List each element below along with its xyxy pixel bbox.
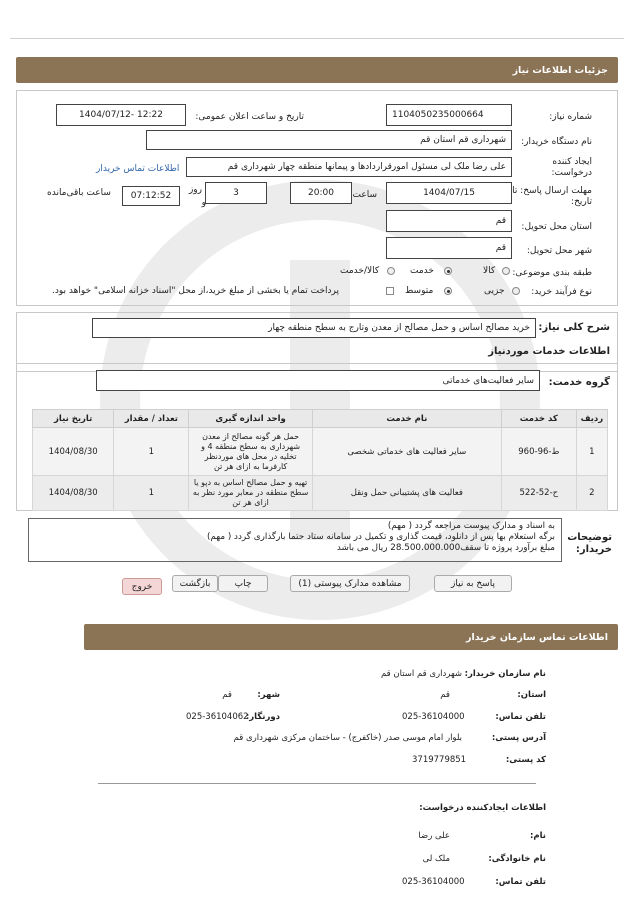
page-title: جزئیات اطلاعات نیاز xyxy=(512,64,608,76)
contact-fax-label: دورنگار: xyxy=(245,712,280,722)
services-title: اطلاعات خدمات موردنیاز xyxy=(488,346,610,357)
top-divider xyxy=(10,38,624,39)
treasury-checkbox[interactable] xyxy=(386,287,394,295)
col-code: کد خدمت xyxy=(501,410,576,428)
announce-date-field: 1404/07/12- 12:22 xyxy=(56,104,186,126)
category-option-both: کالا/خدمت xyxy=(340,266,380,276)
category-option-goods: کالا xyxy=(483,266,496,276)
days-label: روز xyxy=(188,185,202,195)
contact-fax-value: 025-36104062 xyxy=(186,712,249,722)
contact-province-value: قم xyxy=(440,690,450,700)
contact-bar xyxy=(84,624,618,650)
buyer-contact-link[interactable]: اطلاعات تماس خریدار xyxy=(96,164,180,174)
creator-label-1: ایجاد کننده xyxy=(552,157,592,167)
services-table xyxy=(32,409,608,511)
row-unit: حمل هر گونه مصالح از معدن شهرداری به سطح منطقه 4 و تخلیه در محل های موردنظر کارفرما به ازای هر تن xyxy=(189,428,313,476)
contact-postal-value: 3719779851 xyxy=(412,755,467,765)
notes-label-2: خریدار: xyxy=(575,544,612,555)
org-value: شهرداری قم استان قم xyxy=(380,669,462,679)
announce-date-label: تاریخ و ساعت اعلان عمومی: xyxy=(195,112,304,122)
creator-family-value: ملک لی xyxy=(422,854,450,864)
summary-label: شرح کلی نیاز: xyxy=(538,322,610,333)
table-header-row xyxy=(33,410,608,428)
buyer-org-label: نام دستگاه خریدار: xyxy=(521,137,592,147)
process-radio-medium[interactable] xyxy=(444,287,452,295)
print-button[interactable]: چاپ xyxy=(218,575,268,592)
buyer-org-field: شهرداری قم استان قم xyxy=(146,130,512,150)
header-bar xyxy=(16,57,618,83)
contact-province-label: استان: xyxy=(517,690,546,700)
reply-button[interactable]: پاسخ به نیاز xyxy=(434,575,512,592)
creator-name-label: نام: xyxy=(529,831,546,841)
row-code: ط-96-960 xyxy=(501,428,576,476)
creator-label-2: درخواست: xyxy=(551,168,592,178)
creator-phone-label: تلفن تماس: xyxy=(495,877,546,887)
row-date: 1404/08/30 xyxy=(33,476,114,511)
summary-field: خرید مصالح اساس و حمل مصالح از معدن وتارج به سطح منطقه چهار xyxy=(92,318,536,338)
contact-address-value: بلوار امام موسی صدر (خاکفرج) - ساختمان مرکزی شهرداری قم xyxy=(233,733,462,743)
notes-line-2: برگه استعلام بها پس از دانلود، قیمت گذاری و تکمیل در سامانه ستاد حتما بارگذاری گردد ( مهم) xyxy=(206,532,555,542)
creator-info-title: اطلاعات ایجادکننده درخواست: xyxy=(419,803,546,813)
notes-line-1: به اسناد و مدارک پیوست مراجعه گردد ( مهم) xyxy=(387,521,555,531)
service-group-label: گروه خدمت: xyxy=(548,377,610,388)
row-qty: 1 xyxy=(114,476,189,511)
deadline-days-field: 3 xyxy=(205,182,267,204)
contact-city-label: شهر: xyxy=(257,690,280,700)
view-documents-button[interactable]: مشاهده مدارک پیوستی (1) xyxy=(290,575,410,592)
col-name: نام خدمت xyxy=(312,410,501,428)
notes-label-1: توضیحات xyxy=(567,532,612,543)
deadline-time-field: 20:00 xyxy=(290,182,352,204)
row-qty: 1 xyxy=(114,428,189,476)
deadline-label-1: مهلت ارسال پاسخ: تا xyxy=(512,186,592,196)
table-row xyxy=(33,428,608,476)
creator-family-label: نام خانوادگی: xyxy=(488,854,546,864)
creator-phone-value: 025-36104000 xyxy=(402,877,465,887)
contact-phone-label: تلفن تماس: xyxy=(495,712,546,722)
contact-postal-label: کد پستی: xyxy=(505,755,546,765)
contact-city-value: قم xyxy=(222,690,232,700)
contact-divider xyxy=(98,783,536,784)
col-date: تاریخ نیاز xyxy=(33,410,114,428)
col-unit: واحد اندازه گیری xyxy=(189,410,313,428)
need-number-label: شماره نیاز: xyxy=(549,112,592,122)
contact-phone-value: 025-36104000 xyxy=(402,712,465,722)
city-field: قم xyxy=(386,237,512,259)
notes-box xyxy=(28,518,562,562)
col-index: ردیف xyxy=(576,410,607,428)
table-row xyxy=(33,476,608,511)
category-option-service: خدمت xyxy=(410,266,434,276)
row-date: 1404/08/30 xyxy=(33,428,114,476)
col-qty: تعداد / مقدار xyxy=(114,410,189,428)
province-field: قم xyxy=(386,210,512,232)
creator-field: علی رضا ملک لی مسئول امورقراردادها و پیمانها منطقه چهار شهرداری قم xyxy=(186,157,512,177)
contact-address-label: آدرس پستی: xyxy=(491,733,546,743)
creator-name-value: علی رضا xyxy=(418,831,450,841)
row-unit: تهیه و حمل مصالح اساس به دپو یا سطح منطقه در معابر مورد نظر به ازای هر تن xyxy=(189,476,313,511)
notes-line-3: مبلغ برآورد پروژه تا سقف28.500.000.000 ریال می باشد xyxy=(336,543,555,553)
process-option-minor: جزیی xyxy=(484,286,505,296)
category-radio-goods[interactable] xyxy=(502,267,510,275)
deadline-time-label: ساعت xyxy=(352,190,377,200)
category-label: طبقه بندی موضوعی: xyxy=(512,268,592,278)
deadline-label-2: تاریخ: xyxy=(571,197,592,207)
category-radio-service[interactable] xyxy=(444,267,452,275)
province-label: استان محل تحویل: xyxy=(521,222,592,232)
process-radio-minor[interactable] xyxy=(512,287,520,295)
org-label: نام سازمان خریدار: xyxy=(464,669,546,679)
process-option-medium: متوسط xyxy=(405,286,434,296)
contact-title: اطلاعات تماس سازمان خریدار xyxy=(465,631,608,643)
need-number-field: 1104050235000664 xyxy=(386,104,512,126)
deadline-date-field: 1404/07/15 xyxy=(386,182,512,204)
row-name: سایر فعالیت های خدماتی شخصی xyxy=(312,428,501,476)
service-group-field: سایر فعالیت‌های خدماتی xyxy=(96,370,540,391)
category-radio-both[interactable] xyxy=(387,267,395,275)
row-name: فعالیت های پشتیبانی حمل ونقل xyxy=(312,476,501,511)
city-label: شهر محل تحویل: xyxy=(526,246,592,256)
treasury-text: پرداخت تمام یا بخشی از مبلغ خرید،از محل "اسناد خزانه اسلامی" خواهد بود. xyxy=(52,286,340,296)
and-label: و xyxy=(201,198,206,208)
back-button[interactable]: بازگشت xyxy=(172,575,218,592)
row-index: 1 xyxy=(576,428,607,476)
remaining-time-field: 07:12:52 xyxy=(122,186,180,206)
process-label: نوع فرآیند خرید: xyxy=(531,287,592,297)
row-index: 2 xyxy=(576,476,607,511)
remaining-label: ساعت باقی‌مانده xyxy=(47,188,111,198)
row-code: ح-52-522 xyxy=(501,476,576,511)
exit-button[interactable]: خروج xyxy=(122,578,162,595)
